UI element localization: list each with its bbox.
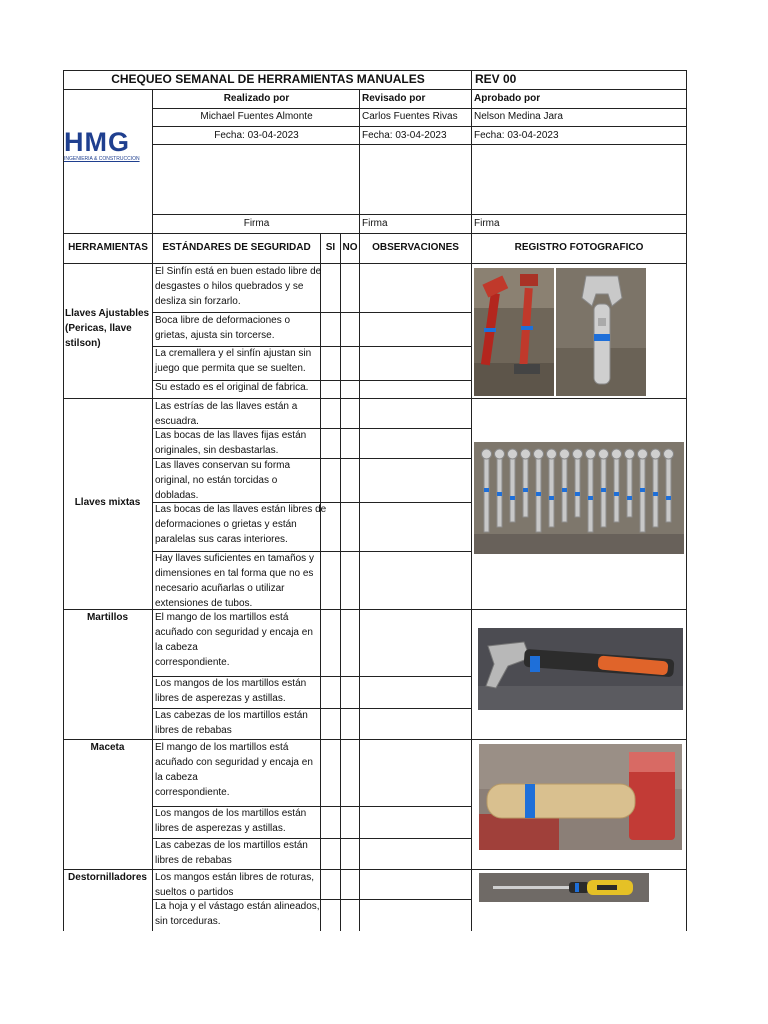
col-estandares: ESTÁNDARES DE SEGURIDAD — [162, 242, 311, 253]
revisado-firma-label: Firma — [362, 218, 388, 229]
revisado-fecha: Fecha: 03-04-2023 — [362, 130, 447, 141]
standard-text: Su estado es el original de fabrica. — [155, 382, 309, 393]
standard-text: libres de asperezas y astillas. — [155, 823, 286, 834]
standard-text: correspondiente. — [155, 787, 230, 798]
standard-text: La hoja y el vástago están alineados, — [155, 901, 320, 912]
standard-text: paralelas sus caras interiores. — [155, 534, 288, 545]
standard-text: libres de rebabas — [155, 855, 232, 866]
revision-label: REV 00 — [475, 72, 517, 86]
standard-text: Los mangos de los martillos están — [155, 808, 307, 819]
standard-text: El Sinfín está en buen estado libre de — [155, 266, 322, 277]
standard-text: Los mangos están libres de roturas, — [155, 872, 314, 883]
grid-line-h — [152, 108, 687, 109]
tool-name: Llaves Ajustables — [65, 308, 150, 319]
standard-text: desgastes o hilos quebrados y se — [155, 281, 304, 292]
aprobado-name: Nelson Medina Jara — [474, 111, 563, 122]
standard-text: juego que permita que se suelten. — [155, 363, 306, 374]
standard-text: libres de asperezas y astillas. — [155, 693, 286, 704]
photo-adjustable-wrench-2 — [556, 268, 646, 396]
logo-subtext: INGENIERIA & CONSTRUCCION — [64, 156, 140, 162]
standard-text: Los mangos de los martillos están — [155, 678, 307, 689]
col-registro: REGISTRO FOTOGRAFICO — [514, 242, 644, 253]
tool-name: stilson) — [65, 338, 101, 349]
section-divider — [63, 398, 687, 399]
standard-text: Las cabezas de los martillos están — [155, 710, 308, 721]
standard-text: acuñado con seguridad y encaja en — [155, 627, 313, 638]
tool-name: Maceta — [90, 742, 125, 753]
col-observaciones: OBSERVACIONES — [372, 242, 459, 253]
grid-line-h — [63, 70, 687, 71]
aprobado-firma-label: Firma — [474, 218, 500, 229]
photo-adjustable-wrench-1 — [474, 268, 554, 396]
standard-text: original, no están torcidas o — [155, 475, 278, 486]
standard-text: deformaciones o grietas y están — [155, 519, 297, 530]
realizado-label: Realizado por — [223, 93, 290, 104]
grid-line-h — [152, 126, 687, 127]
standard-text: desliza sin forzarlo. — [155, 296, 241, 307]
standard-text: La cremallera y el sinfín ajustan sin — [155, 348, 312, 359]
standard-text: El mango de los martillos está — [155, 612, 289, 623]
tool-name: Destornilladores — [68, 872, 147, 883]
tool-name: (Pericas, llave — [65, 323, 132, 334]
realizado-name: Michael Fuentes Almonte — [200, 111, 313, 122]
photo-sledge-hammer — [479, 744, 682, 850]
standard-text: extensiones de tubos. — [155, 598, 253, 609]
standard-text: correspondiente. — [155, 657, 230, 668]
grid-line-v — [320, 233, 321, 931]
grid-line-h — [63, 233, 687, 234]
standard-text: dobladas. — [155, 490, 199, 501]
grid-line-v — [471, 233, 472, 931]
standard-text: Las bocas de las llaves están libres de — [155, 504, 327, 515]
standard-text: Las bocas de las llaves fijas están — [155, 430, 307, 441]
grid-line-v — [152, 89, 153, 931]
grid-line-v — [340, 233, 341, 931]
standard-text: Boca libre de deformaciones o — [155, 315, 291, 326]
standard-text: Las estrías de las llaves están a — [155, 401, 298, 412]
col-herramientas: HERRAMIENTAS — [68, 242, 148, 253]
grid-line-h — [152, 214, 687, 215]
standard-text: dimensiones en tal forma que no es — [155, 568, 314, 579]
standard-text: acuñado con seguridad y encaja en — [155, 757, 313, 768]
standard-text: Las llaves conservan su forma — [155, 460, 291, 471]
col-no: NO — [342, 242, 358, 253]
section-divider — [63, 739, 687, 740]
grid-line-h — [63, 89, 687, 90]
aprobado-fecha: Fecha: 03-04-2023 — [474, 130, 559, 141]
standard-text: sin torceduras. — [155, 916, 221, 927]
standard-text: necesario acuñarlas o utilizar — [155, 583, 285, 594]
standard-text: grietas, ajusta sin torcerse. — [155, 330, 275, 341]
standard-text: libres de rebabas — [155, 725, 232, 736]
standard-text: Hay llaves suficientes en tamaños y — [155, 553, 314, 564]
standard-text: originales, sin desbastarlas. — [155, 445, 279, 456]
photo-claw-hammer — [478, 628, 683, 710]
standard-text: El mango de los martillos está — [155, 742, 289, 753]
revisado-name: Carlos Fuentes Rivas — [362, 111, 458, 122]
aprobado-label: Aprobado por — [474, 93, 541, 104]
grid-line-v — [359, 233, 360, 931]
standard-text: la cabeza — [155, 642, 198, 653]
photo-screwdriver — [479, 873, 649, 902]
grid-line-h — [152, 144, 687, 145]
grid-line-h — [63, 263, 687, 264]
grid-line-v — [686, 70, 687, 931]
section-divider — [63, 869, 687, 870]
document-title: CHEQUEO SEMANAL DE HERRAMIENTAS MANUALES — [111, 72, 425, 86]
revisado-label: Revisado por — [362, 93, 426, 104]
logo-text: HMG — [64, 127, 130, 157]
realizado-firma-label: Firma — [243, 218, 270, 229]
col-si: SI — [325, 242, 336, 253]
standard-text: Las cabezas de los martillos están — [155, 840, 308, 851]
standard-text: la cabeza — [155, 772, 198, 783]
company-logo — [64, 128, 152, 168]
standard-text: sueltos o partidos — [155, 887, 234, 898]
standard-text: escuadra. — [155, 416, 199, 427]
realizado-fecha: Fecha: 03-04-2023 — [214, 130, 299, 141]
tool-name: Llaves mixtas — [74, 497, 141, 508]
row-divider — [152, 312, 472, 313]
photo-combination-wrenches — [474, 442, 684, 554]
tool-name: Martillos — [86, 612, 129, 623]
